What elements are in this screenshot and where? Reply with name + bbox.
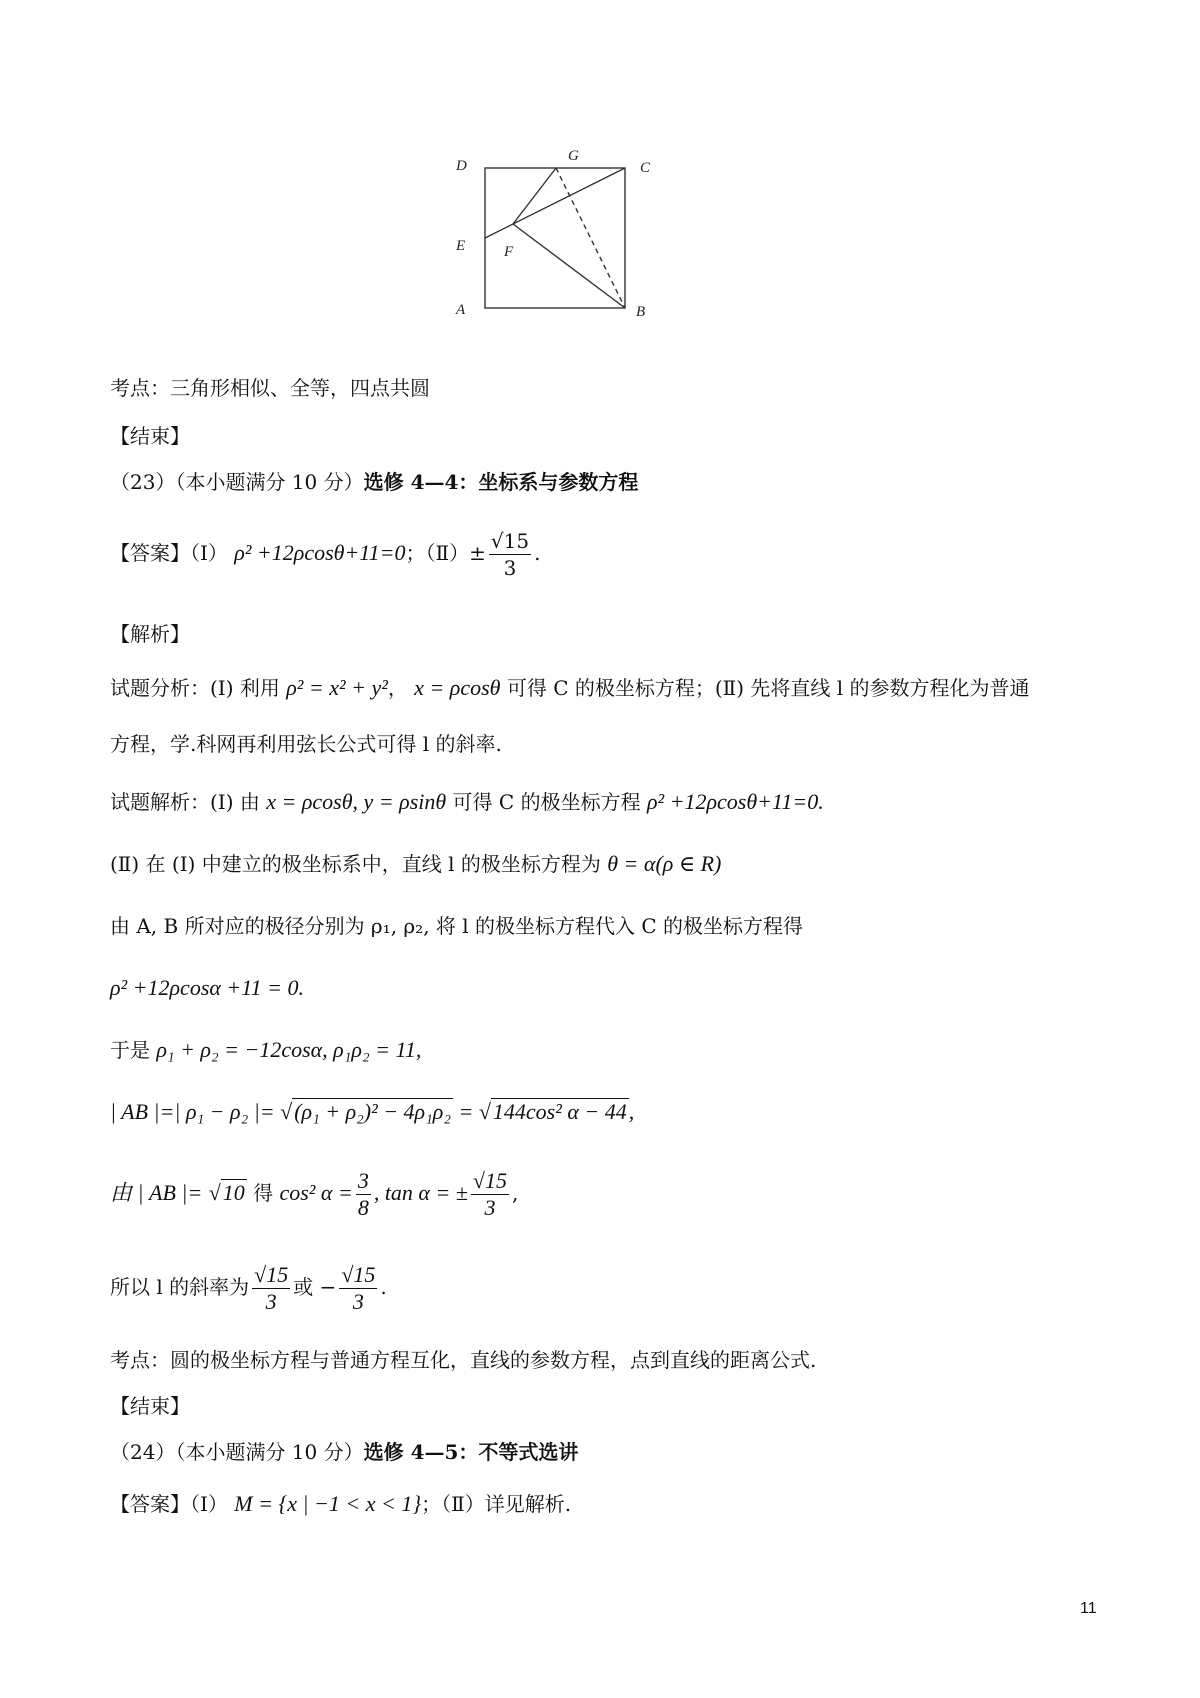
q23-title: 选修 4—4：坐标系与参数方程: [363, 470, 639, 494]
segment-gb-dashed: [556, 168, 625, 308]
solution-line7-frac2: [471, 1168, 509, 1221]
label-e: E: [456, 238, 466, 254]
solution-line7-b: 得: [253, 1181, 274, 1205]
analysis-line-1: 试题分析：(Ⅰ) 利用 ρ² = x² + y²， x = ρcosθ 可得 C 的极坐标方程；(Ⅱ) 先将直线 l 的参数方程化为普通: [110, 675, 1030, 700]
solution-eq2: ρ² +12ρcosθ+11=0.: [646, 789, 824, 814]
label-f: F: [504, 244, 514, 260]
label-a: A: [456, 302, 466, 318]
answer-frac: [489, 528, 531, 581]
solution-line-5: [110, 1036, 421, 1064]
square-abcd: [485, 168, 625, 308]
q24-answer-tail: ；（Ⅱ）详见解析.: [421, 1492, 572, 1516]
solution-line6-sqrt2: 144cos² α − 44: [492, 1099, 627, 1124]
answer-label: 【答案】: [110, 541, 190, 565]
q24-title: 选修 4—5：不等式选讲: [363, 1440, 579, 1464]
q24-answer-label: 【答案】: [110, 1492, 190, 1516]
analysis-text-b: 可得 C 的极坐标方程；(Ⅱ) 先将直线 l 的参数方程化为普通: [506, 676, 1030, 700]
q23-answer: [110, 528, 540, 581]
answer-part1: （Ⅰ）: [190, 541, 228, 565]
solution-text-b: 可得 C 的极坐标方程: [452, 790, 641, 814]
jiexi-label: 【解析】: [110, 622, 190, 646]
solution-line7-tail: ,: [511, 1181, 519, 1205]
solution-line-7: 由 | AB |= √10 得 cos² α = $\frac{3}{8}$ , tan α = ± $\frac{√15}{3}$ ,: [110, 1168, 519, 1220]
geometry-figure: [456, 148, 730, 350]
solution-line8-frac2: [339, 1262, 377, 1315]
answer-den: 3: [503, 556, 517, 580]
label-d: D: [456, 158, 467, 174]
q24-prefix: （24）（本小题满分 10 分）: [110, 1440, 364, 1464]
solution-line2-text: (Ⅱ) 在 (Ⅰ) 中建立的极坐标系中，直线 l 的极坐标方程为: [110, 852, 601, 876]
kaodian-1: 考点：三角形相似、全等，四点共圆: [110, 376, 430, 400]
solution-line8-or: 或 −: [293, 1275, 337, 1299]
segment-ec: [485, 168, 625, 238]
answer-eq1: ρ² +12ρcosθ+11=0: [234, 540, 406, 565]
solution-line7-den2: 3: [484, 1195, 496, 1220]
solution-line8-den: 3: [265, 1289, 277, 1314]
solution-line8-frac1: [252, 1262, 290, 1315]
page-number: 11: [1080, 1600, 1097, 1617]
analysis-text-a: 试题分析：(Ⅰ) 利用: [110, 676, 280, 700]
solution-line6-a: | AB |=| ρ₁ − ρ₂ |=: [110, 1099, 275, 1124]
analysis-eq2: x = ρcosθ: [414, 675, 501, 700]
segment-fb: [513, 224, 625, 308]
solution-line-6: | AB |=| ρ₁ − ρ₂ |= √(ρ₁ + ρ₂)² − 4ρ₁ρ₂ = √144cos² α − 44,: [110, 1099, 635, 1124]
end-marker-1: 【结束】: [110, 424, 190, 448]
solution-line6-eq: =: [458, 1099, 474, 1124]
solution-eq: x = ρcosθ, y = ρsinθ: [266, 789, 447, 814]
label-c: C: [640, 160, 651, 176]
solution-line7-cos: cos² α =: [279, 1180, 353, 1205]
solution-line-4: ρ² +12ρcosα +11 = 0.: [110, 975, 304, 1000]
q24-answer-part1: （Ⅰ）: [190, 1492, 228, 1516]
q24-answer-eq: M = {x | −1 < x < 1}: [234, 1491, 422, 1516]
end-marker-2: 【结束】: [110, 1394, 190, 1418]
q24-answer: [110, 1490, 571, 1518]
q24-header: [110, 1438, 578, 1466]
analysis-line-2: 方程，学.科网再利用弦长公式可得 l 的斜率.: [110, 732, 502, 756]
label-g: G: [568, 148, 579, 164]
answer-sep: ；（Ⅱ）: [405, 541, 470, 565]
solution-line2-eq: θ = α(ρ ∈ R): [607, 851, 722, 876]
solution-line8-tail: .: [380, 1275, 387, 1299]
analysis-eq1: ρ² = x² + y²: [286, 675, 388, 700]
solution-line6-sqrt1: (ρ₁ + ρ₂)² − 4ρ₁ρ₂: [294, 1099, 451, 1124]
solution-text-a: 试题解析：(Ⅰ) 由: [110, 790, 260, 814]
segment-fg: [513, 168, 556, 224]
solution-line7-frac1: [356, 1168, 371, 1221]
solution-line5-eq: ρ₁ + ρ₂ = −12cosα, ρ₁ρ₂ = 11,: [156, 1037, 422, 1062]
solution-line-2: [110, 850, 721, 878]
solution-line7-sqrt: 10: [222, 1180, 245, 1205]
label-b: B: [636, 304, 646, 320]
solution-line-3: 由 A, B 所对应的极径分别为 ρ₁, ρ₂, 将 l 的极坐标方程代入 C 的极坐标方程得: [110, 914, 804, 938]
solution-line8-num: √15: [254, 1262, 289, 1287]
q23-prefix: （23）（本小题满分 10 分）: [110, 470, 364, 494]
solution-line7-num: 3: [357, 1168, 369, 1193]
solution-line5-text: 于是: [110, 1038, 150, 1062]
solution-line7-den: 8: [357, 1195, 369, 1220]
kaodian-2: 考点：圆的极坐标方程与普通方程互化，直线的参数方程，点到直线的距离公式.: [110, 1348, 817, 1372]
solution-line6-tail: ,: [628, 1099, 635, 1124]
solution-line-8: [110, 1262, 387, 1315]
solution-line-1: [110, 788, 824, 816]
answer-num: √15: [490, 529, 530, 553]
solution-line8-num2: √15: [341, 1262, 376, 1287]
solution-line7-tan: , tan α = ±: [373, 1180, 468, 1205]
solution-line7-num2: √15: [472, 1168, 507, 1193]
solution-line7-a: 由 | AB |=: [110, 1180, 203, 1205]
answer-tail: .: [534, 541, 541, 565]
q23-header: [110, 468, 638, 496]
answer-pm: ±: [469, 541, 486, 565]
solution-line8-a: 所以 l 的斜率为: [110, 1275, 250, 1299]
solution-line8-den2: 3: [352, 1289, 364, 1314]
